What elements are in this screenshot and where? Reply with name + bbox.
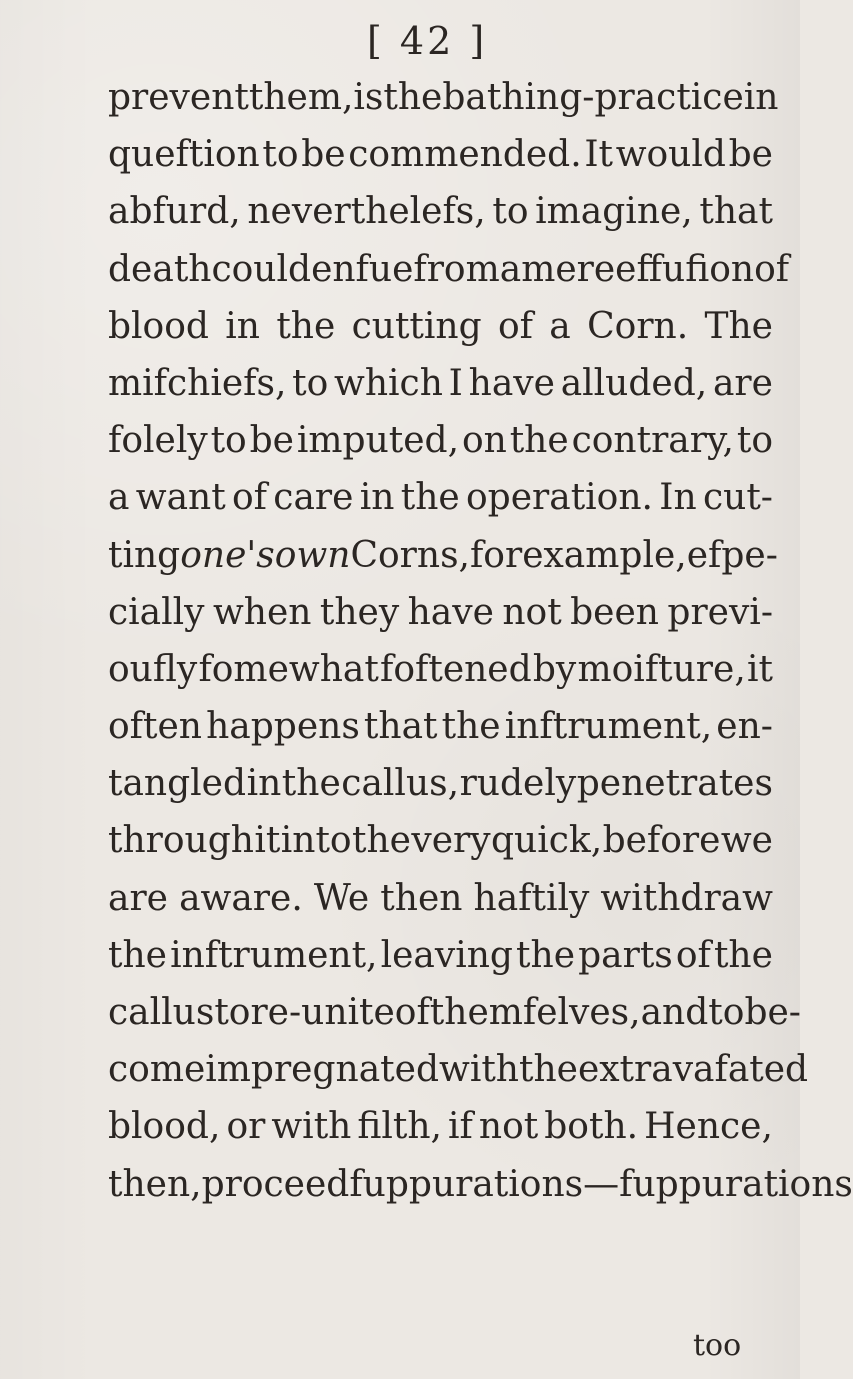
text-line <box>108 707 773 764</box>
word: inftrument, <box>504 706 713 748</box>
italic-word: one's <box>180 534 275 576</box>
word: to <box>292 362 329 404</box>
text-line <box>108 650 773 707</box>
word: the <box>713 934 773 976</box>
word: callus <box>108 992 215 1033</box>
word: fomewhat <box>198 648 379 690</box>
word: then, <box>108 1163 202 1205</box>
word: en- <box>716 706 773 748</box>
word: the <box>276 305 336 347</box>
word: the <box>441 706 501 748</box>
word: in <box>246 763 282 805</box>
word: for <box>469 534 523 576</box>
word: extravafated <box>577 1049 809 1091</box>
word: efpe- <box>686 534 778 576</box>
word: are <box>108 877 168 919</box>
word: tangled <box>108 763 247 805</box>
word: re-unite <box>250 992 395 1033</box>
word: quick, <box>490 820 603 862</box>
word: on <box>461 420 507 462</box>
word: Corns, <box>350 534 470 576</box>
word: the <box>518 1049 578 1091</box>
word: or <box>226 1106 266 1148</box>
word: mifchiefs, <box>108 362 287 404</box>
word: often <box>108 706 202 748</box>
word: which <box>334 362 443 404</box>
word: very <box>411 820 491 862</box>
word: then <box>380 877 463 919</box>
word: before <box>602 820 721 862</box>
word: want <box>135 477 226 519</box>
word: the <box>352 820 411 862</box>
word: have <box>407 591 494 633</box>
word: leaving <box>380 934 513 976</box>
word: callus, <box>341 763 460 805</box>
word: queftion <box>108 134 260 176</box>
word: prevent <box>108 77 249 118</box>
word: inftrument, <box>170 934 378 976</box>
text-line <box>108 879 773 936</box>
word: cut- <box>702 477 773 519</box>
word: foftened <box>380 648 532 690</box>
word: if <box>448 1106 473 1148</box>
word: could <box>211 248 312 290</box>
word: them, <box>248 77 354 118</box>
word: through <box>108 820 254 862</box>
word: would <box>615 134 726 176</box>
word: and <box>640 992 709 1033</box>
text-line <box>108 307 773 364</box>
word: In <box>659 477 697 519</box>
word: by <box>532 648 577 690</box>
word: imagine, <box>535 191 693 233</box>
word: proceed <box>201 1163 350 1205</box>
word: been <box>570 591 659 633</box>
word: The <box>704 305 773 347</box>
word: not <box>478 1106 539 1148</box>
word: oufly <box>108 648 198 690</box>
word: withdraw <box>600 877 773 919</box>
word: to <box>214 992 251 1033</box>
word: Hence, <box>644 1106 773 1148</box>
word: be- <box>744 992 801 1033</box>
word: of <box>232 477 267 519</box>
word: of <box>675 934 711 976</box>
word: blood, <box>108 1106 221 1148</box>
word: with <box>439 1049 519 1091</box>
word: happens <box>206 706 360 748</box>
word: commended. <box>348 134 582 176</box>
word: death <box>108 248 212 290</box>
word: the <box>400 477 460 519</box>
word: aware. <box>179 877 303 919</box>
word: effufion <box>615 248 755 290</box>
word: with <box>271 1106 352 1148</box>
word: both. <box>544 1106 639 1148</box>
word: it <box>254 820 281 862</box>
word: of <box>497 305 533 347</box>
word: haftily <box>473 877 590 919</box>
word: Corn. <box>587 305 689 347</box>
word: rudely <box>459 763 577 805</box>
word: the <box>281 763 341 805</box>
word: the <box>108 934 167 976</box>
word: be <box>728 134 773 176</box>
body-text <box>108 77 853 1222</box>
word: a <box>499 248 522 290</box>
word: abfurd, <box>108 191 241 233</box>
word: neverthelefs, <box>247 191 486 233</box>
word: penetrates <box>576 763 773 805</box>
word: the <box>509 420 569 462</box>
text-line <box>108 421 773 478</box>
text-line <box>108 534 778 593</box>
word: It <box>584 134 614 176</box>
word: cially <box>108 591 205 633</box>
word: when <box>212 591 312 633</box>
word: come <box>108 1049 206 1091</box>
text-line <box>108 478 773 535</box>
catchword: too <box>693 1328 742 1363</box>
text-line <box>108 764 773 821</box>
text-line <box>108 1107 773 1164</box>
word: blood <box>108 305 209 347</box>
word: care <box>273 477 354 519</box>
word: the <box>516 934 576 976</box>
word: be <box>249 420 294 462</box>
word: in <box>359 477 395 519</box>
word: moifture, <box>577 648 746 690</box>
text-line <box>108 1049 809 1107</box>
text-line <box>108 364 773 421</box>
word: they <box>319 591 400 633</box>
word: alluded, <box>560 362 708 404</box>
word: are <box>712 362 773 404</box>
word: we <box>720 820 773 862</box>
word: in <box>225 305 260 347</box>
word: folely <box>108 420 208 462</box>
word: previ- <box>667 591 773 633</box>
text-line <box>108 1163 853 1222</box>
text-line <box>108 135 773 192</box>
word: that <box>699 191 773 233</box>
word: from <box>413 248 500 290</box>
word: to <box>210 420 247 462</box>
text-line <box>108 77 779 135</box>
word: fuppurations—fuppurations <box>349 1163 853 1205</box>
word: enfue <box>311 248 414 290</box>
text-line <box>108 593 773 650</box>
italic-word: own <box>274 534 351 576</box>
word: ting <box>108 534 181 576</box>
text-line <box>108 936 773 993</box>
word: bathing-practice <box>442 77 744 118</box>
word: We <box>313 877 370 919</box>
page-number-header: [ 42 ] <box>367 19 488 63</box>
word: filth, <box>357 1106 442 1148</box>
word: operation. <box>466 477 653 519</box>
text-line <box>108 192 773 249</box>
word: themfelves, <box>429 992 641 1033</box>
text-line <box>108 992 801 1050</box>
word: example, <box>522 534 687 576</box>
word: is <box>353 77 384 118</box>
word: I <box>448 362 463 404</box>
word: of <box>394 992 430 1033</box>
word: to <box>492 191 529 233</box>
word: that <box>363 706 438 748</box>
word: parts <box>578 934 673 976</box>
word: impregnated <box>205 1049 439 1091</box>
word: to <box>262 134 299 176</box>
word: not <box>502 591 562 633</box>
word: into <box>280 820 352 862</box>
word: be <box>301 134 346 176</box>
word: it <box>746 648 773 690</box>
word: contrary, <box>571 420 734 462</box>
word: the <box>383 77 443 118</box>
word: a <box>108 477 130 519</box>
word: have <box>468 362 555 404</box>
word: to <box>708 992 745 1033</box>
text-line <box>108 821 773 878</box>
word: in <box>743 77 779 118</box>
word: imputed, <box>296 420 460 462</box>
word: to <box>736 420 773 462</box>
word: mere <box>521 248 616 290</box>
word: a <box>549 305 571 347</box>
text-line <box>108 248 790 307</box>
word: of <box>754 248 790 290</box>
word: cutting <box>351 305 482 347</box>
